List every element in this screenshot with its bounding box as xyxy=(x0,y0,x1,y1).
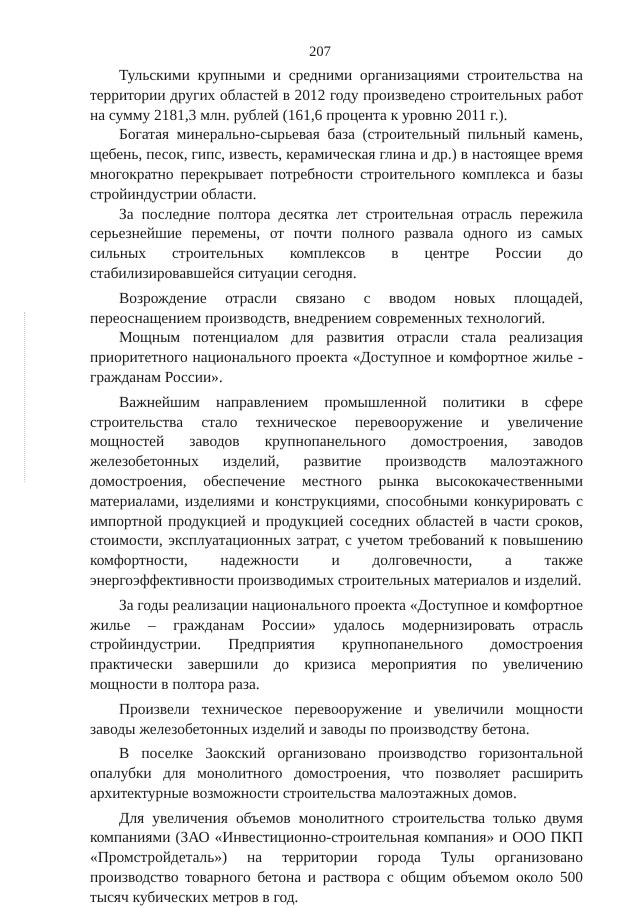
paragraph: В поселке Заокский организовано производство горизонтальной опалубки для монолитного домостроения, что позволяет расширить архитектурные возможности строительства малоэтажных домов. xyxy=(90,745,583,802)
page-number: 207 xyxy=(309,44,331,60)
paragraph: Богатая минерально-сырьевая база (строительный пильный камень, щебень, песок, гипс, известь, керамическая глина и др.) в настоящее время многократно перекрывает потребности строительного комплекса и базы стройиндустрии области. xyxy=(90,126,583,203)
paragraph: За годы реализации национального проекта «Доступное и комфортное жилье – гражданам России» удалось модернизировать отрасль стройиндустрии. Предприятия крупнопанельного домостроения практически завершили до кризиса мероприятия по увеличению мощности в полтора раза. xyxy=(90,596,583,693)
paragraph: Мощным потенциалом для развития отрасли стала реализация приоритетного национального проекта «Доступное и комфортное жилье - гражданам России». xyxy=(90,329,583,386)
paragraph: Произвели техническое перевооружение и увеличили мощности заводы железобетонных изделий и заводы по производству бетона. xyxy=(90,700,583,738)
margin-scan-mark xyxy=(24,312,26,482)
document-body xyxy=(90,66,583,908)
paragraph: Для увеличения объемов монолитного строительства только двумя компаниями (ЗАО «Инвестиционно-строительная компания» и ООО ПКП «Промстройдеталь») на территории города Тулы организовано производство товарного бетона и раствора с общим объемом около 500 тысяч кубических метров в год. xyxy=(90,809,583,906)
paragraph: Важнейшим направлением промышленной политики в сфере строительства стало техническое перевооружение и увеличение мощностей заводов крупнопанельного домостроения, заводов железобетонных изделий, развитие производств малоэтажного домостроения, обеспечение местного рынка высококачественными материалами, изделиями и конструкциями, способными конкурировать с импортной продукцией и продукцией соседних областей в части сроков, стоимости, эксплуатационных затрат, с учетом требований к повышению комфортности, надежности и долговечности, а также энергоэффективности производимых строительных материалов и изделий. xyxy=(90,393,583,589)
paragraph: Тульскими крупными и средними организациями строительства на территории других областей в 2012 году произведено строительных работ на сумму 2181,3 млн. рублей (161,6 процента к уровню 2011 г.). xyxy=(90,67,583,124)
paragraph: За последние полтора десятка лет строительная отрасль пережила серьезнейшие перемены, от почти полного развала одного из самых сильных строительных комплексов в центре России до стабилизировавшейся ситуации сегодня. xyxy=(90,205,583,282)
paragraph: Возрождение отрасли связано с вводом новых площадей, переоснащением производств, внедрением современных технологий. xyxy=(90,289,583,327)
